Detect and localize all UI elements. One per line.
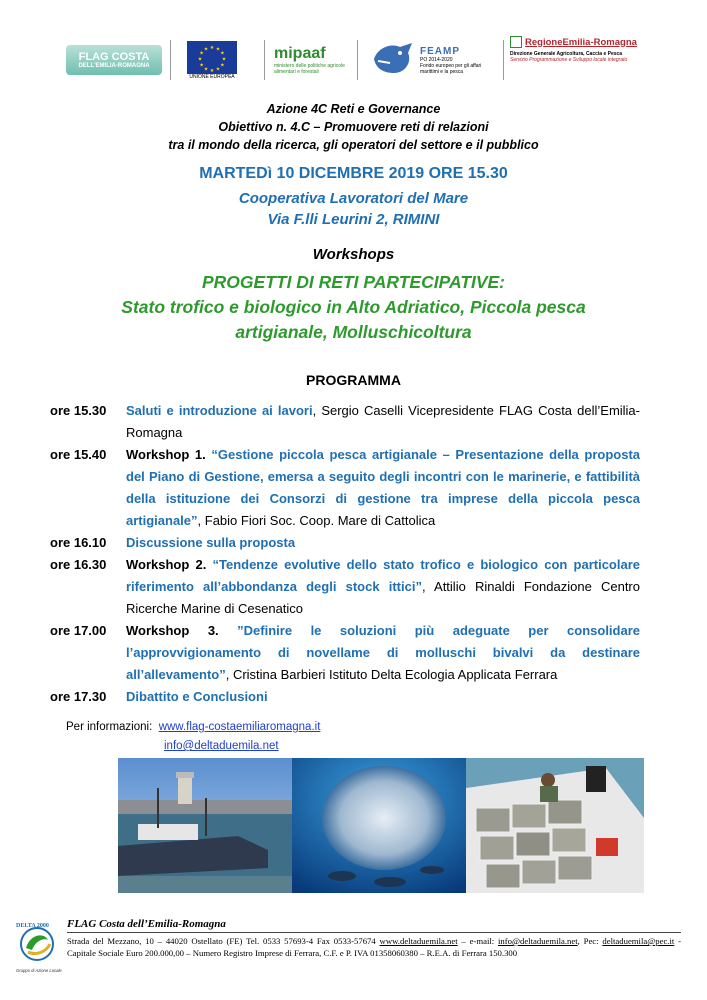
project-title-block [0, 270, 707, 345]
agenda-description [126, 444, 640, 532]
footer-address: Strada del Mezzano, 10 – 44020 Ostellato (FE) Tel. 0533 57693-4 Fax 0533-57674 [67, 936, 380, 946]
delta-logo-text: DELTA 2000 [16, 923, 49, 929]
logo-divider [357, 40, 358, 80]
agenda-item [50, 686, 640, 708]
agenda-prefix: Workshop 2. [126, 557, 213, 572]
mipaaf-logo [274, 36, 352, 84]
agenda-highlight: “Gestione piccola pesca artigianale – Presentazione della proposta del Piano di Gestione, emersa a seguito degli incontri con le marinerie, e fattibilità della istituzione dei Consorzi di gestione tra imprese della piccola pesca artigianale” [126, 447, 641, 528]
agenda-description [126, 620, 640, 686]
programma-heading: PROGRAMMA [306, 372, 401, 388]
agenda-time: ore 17.30 [50, 689, 107, 704]
mipaaf-name: mipaaf [274, 45, 326, 62]
svg-text:★: ★ [215, 46, 221, 53]
mipaaf-subtitle: ministero delle politiche agricole alimentari e forestali [274, 63, 345, 75]
agenda-item [50, 444, 640, 532]
info-label: Per informazioni: [66, 721, 153, 733]
agenda-description [126, 532, 640, 554]
footer-website-link[interactable]: www.deltaduemila.net [379, 936, 458, 946]
objective-title: Obiettivo n. 4.C – Promuovere reti di relazioni [218, 120, 489, 134]
svg-text:★: ★ [209, 67, 215, 74]
agenda-item [50, 554, 640, 620]
eu-label: UNIONE EUROPEA [189, 73, 235, 80]
footer-pec-label: , Pec: [577, 936, 599, 946]
workshops-heading: Workshops [312, 246, 395, 263]
flag-logo-subtitle: DELL'EMILIA-ROMAGNA [78, 63, 150, 69]
svg-text:★: ★ [209, 44, 215, 51]
project-title-line3: artigianale, Molluschicoltura [235, 322, 472, 342]
agenda-prefix: Workshop 3. [126, 623, 238, 638]
footer-title: FLAG Costa dell’Emilia-Romagna [67, 918, 226, 930]
feamp-logo [370, 36, 500, 84]
action-title: Azione 4C Reti e Governance [266, 102, 441, 116]
agenda-speaker: , Fabio Fiori Soc. Coop. Mare di Cattolica [197, 513, 436, 528]
harbor-photo [118, 758, 296, 893]
footer-email-label: – e-mail: [457, 936, 498, 946]
agenda-time: ore 15.30 [50, 403, 107, 418]
feamp-name: FEAMP [420, 45, 460, 57]
venue-block [0, 188, 707, 230]
event-venue: Cooperativa Lavoratori del Mare [238, 190, 469, 207]
regione-servizio: Servizio Programmazione e Sviluppo locale integrato [510, 57, 628, 63]
info-block [66, 718, 320, 756]
agenda-prefix: Workshop 1. [126, 447, 212, 462]
logo-divider [170, 40, 171, 80]
agenda-highlight: “Tendenze evolutive dello stato trofico e biologico con particolare riferimento all’abbondanza degli stock ittici” [126, 557, 640, 594]
agenda-item [50, 400, 640, 444]
agenda-highlight: Saluti e introduzione ai lavori [126, 403, 313, 418]
fish-school-photo [292, 758, 470, 893]
agenda-speaker: , Sergio Caselli Vicepresidente FLAG Costa dell’Emilia-Romagna [126, 403, 640, 440]
eu-logo [184, 36, 240, 84]
regione-name: RegioneEmilia-Romagna [525, 36, 637, 48]
footer-divider [67, 932, 681, 933]
svg-text:★: ★ [221, 56, 227, 63]
project-title-line2: Stato trofico e biologico in Alto Adriatico, Piccola pesca [121, 297, 586, 317]
agenda-item [50, 620, 640, 686]
svg-text:★: ★ [197, 56, 203, 63]
agenda-highlight: Discussione sulla proposta [126, 535, 296, 550]
website-link[interactable]: www.flag-costaemiliaromagna.it [158, 721, 321, 733]
agenda-speaker: , Cristina Barbieri Istituto Delta Ecologia Applicata Ferrara [225, 667, 558, 682]
svg-text:★: ★ [199, 50, 204, 57]
logo-divider [264, 40, 265, 80]
delta-logo-subtitle: Gruppo di Azione Locale [16, 968, 62, 973]
footer-email-link[interactable]: info@deltaduemila.net [497, 936, 578, 946]
flag-logo-title: FLAG COSTA [78, 51, 150, 63]
agenda-description [126, 686, 640, 708]
agenda-speaker: , Attilio Rinaldi Fondazione Centro Ricerche Marine di Cesenatico [126, 579, 640, 616]
agenda-item [50, 532, 640, 554]
regione-logo [510, 36, 640, 84]
footer-contacts [67, 936, 681, 959]
delta2000-logo [12, 918, 62, 976]
svg-text:★: ★ [199, 62, 204, 69]
agenda-description [126, 554, 640, 620]
email-link[interactable]: info@deltaduemila.net [164, 740, 279, 752]
feamp-hand-fish-icon [370, 41, 416, 79]
agenda-highlight: ”Definire le soluzioni più adeguate per consolidare l’approvvigionamento di novellame di molluschi bivalvi da destinare all’allevamento” [126, 623, 640, 682]
svg-text:★: ★ [220, 62, 225, 69]
svg-text:★: ★ [203, 46, 209, 53]
agenda-time: ore 16.10 [50, 535, 107, 550]
event-date: MARTEDì 10 DICEMBRE 2019 ORE 15.30 [199, 165, 508, 182]
intro-block [0, 100, 707, 154]
agenda-highlight: Dibattito e Conclusioni [126, 689, 268, 704]
regione-direzione: Direzione Generale Agricoltura, Caccia e Pesca [510, 51, 623, 57]
event-address: Via F.lli Leurini 2, RIMINI [267, 211, 440, 228]
agenda-time: ore 15.40 [50, 447, 107, 462]
agenda-list [50, 400, 640, 708]
flag-costa-logo [64, 36, 164, 84]
logos-header [0, 36, 707, 88]
agenda-description [126, 400, 640, 444]
svg-text:★: ★ [220, 50, 225, 57]
eu-flag-icon [187, 41, 237, 74]
svg-text:★: ★ [203, 66, 209, 73]
project-title-line1: PROGETTI DI RETI PARTECIPATIVE: [201, 272, 506, 292]
regione-emblem-icon [510, 36, 522, 48]
mussel-crates-photo [466, 758, 644, 893]
agenda-time: ore 17.00 [50, 623, 107, 638]
logo-divider [503, 40, 504, 80]
footer-pec-link[interactable]: deltaduemila@pec.it [602, 936, 675, 946]
objective-description: tra il mondo della ricerca, gli operatori del settore e il pubblico [168, 138, 539, 152]
footer-company-info: - Capitale Sociale Euro 200.000,00 – Numero Registro Imprese di Ferrara, C.F. e P. IVA 01358060380 – R.E.A. di Ferrara 150.300 [67, 936, 682, 958]
svg-text:★: ★ [215, 66, 221, 73]
feamp-po: PO 2014-2020 [420, 56, 453, 63]
agenda-time: ore 16.30 [50, 557, 107, 572]
feamp-subtitle: Fondo europeo per gli affari marittimi e la pesca [420, 62, 482, 75]
